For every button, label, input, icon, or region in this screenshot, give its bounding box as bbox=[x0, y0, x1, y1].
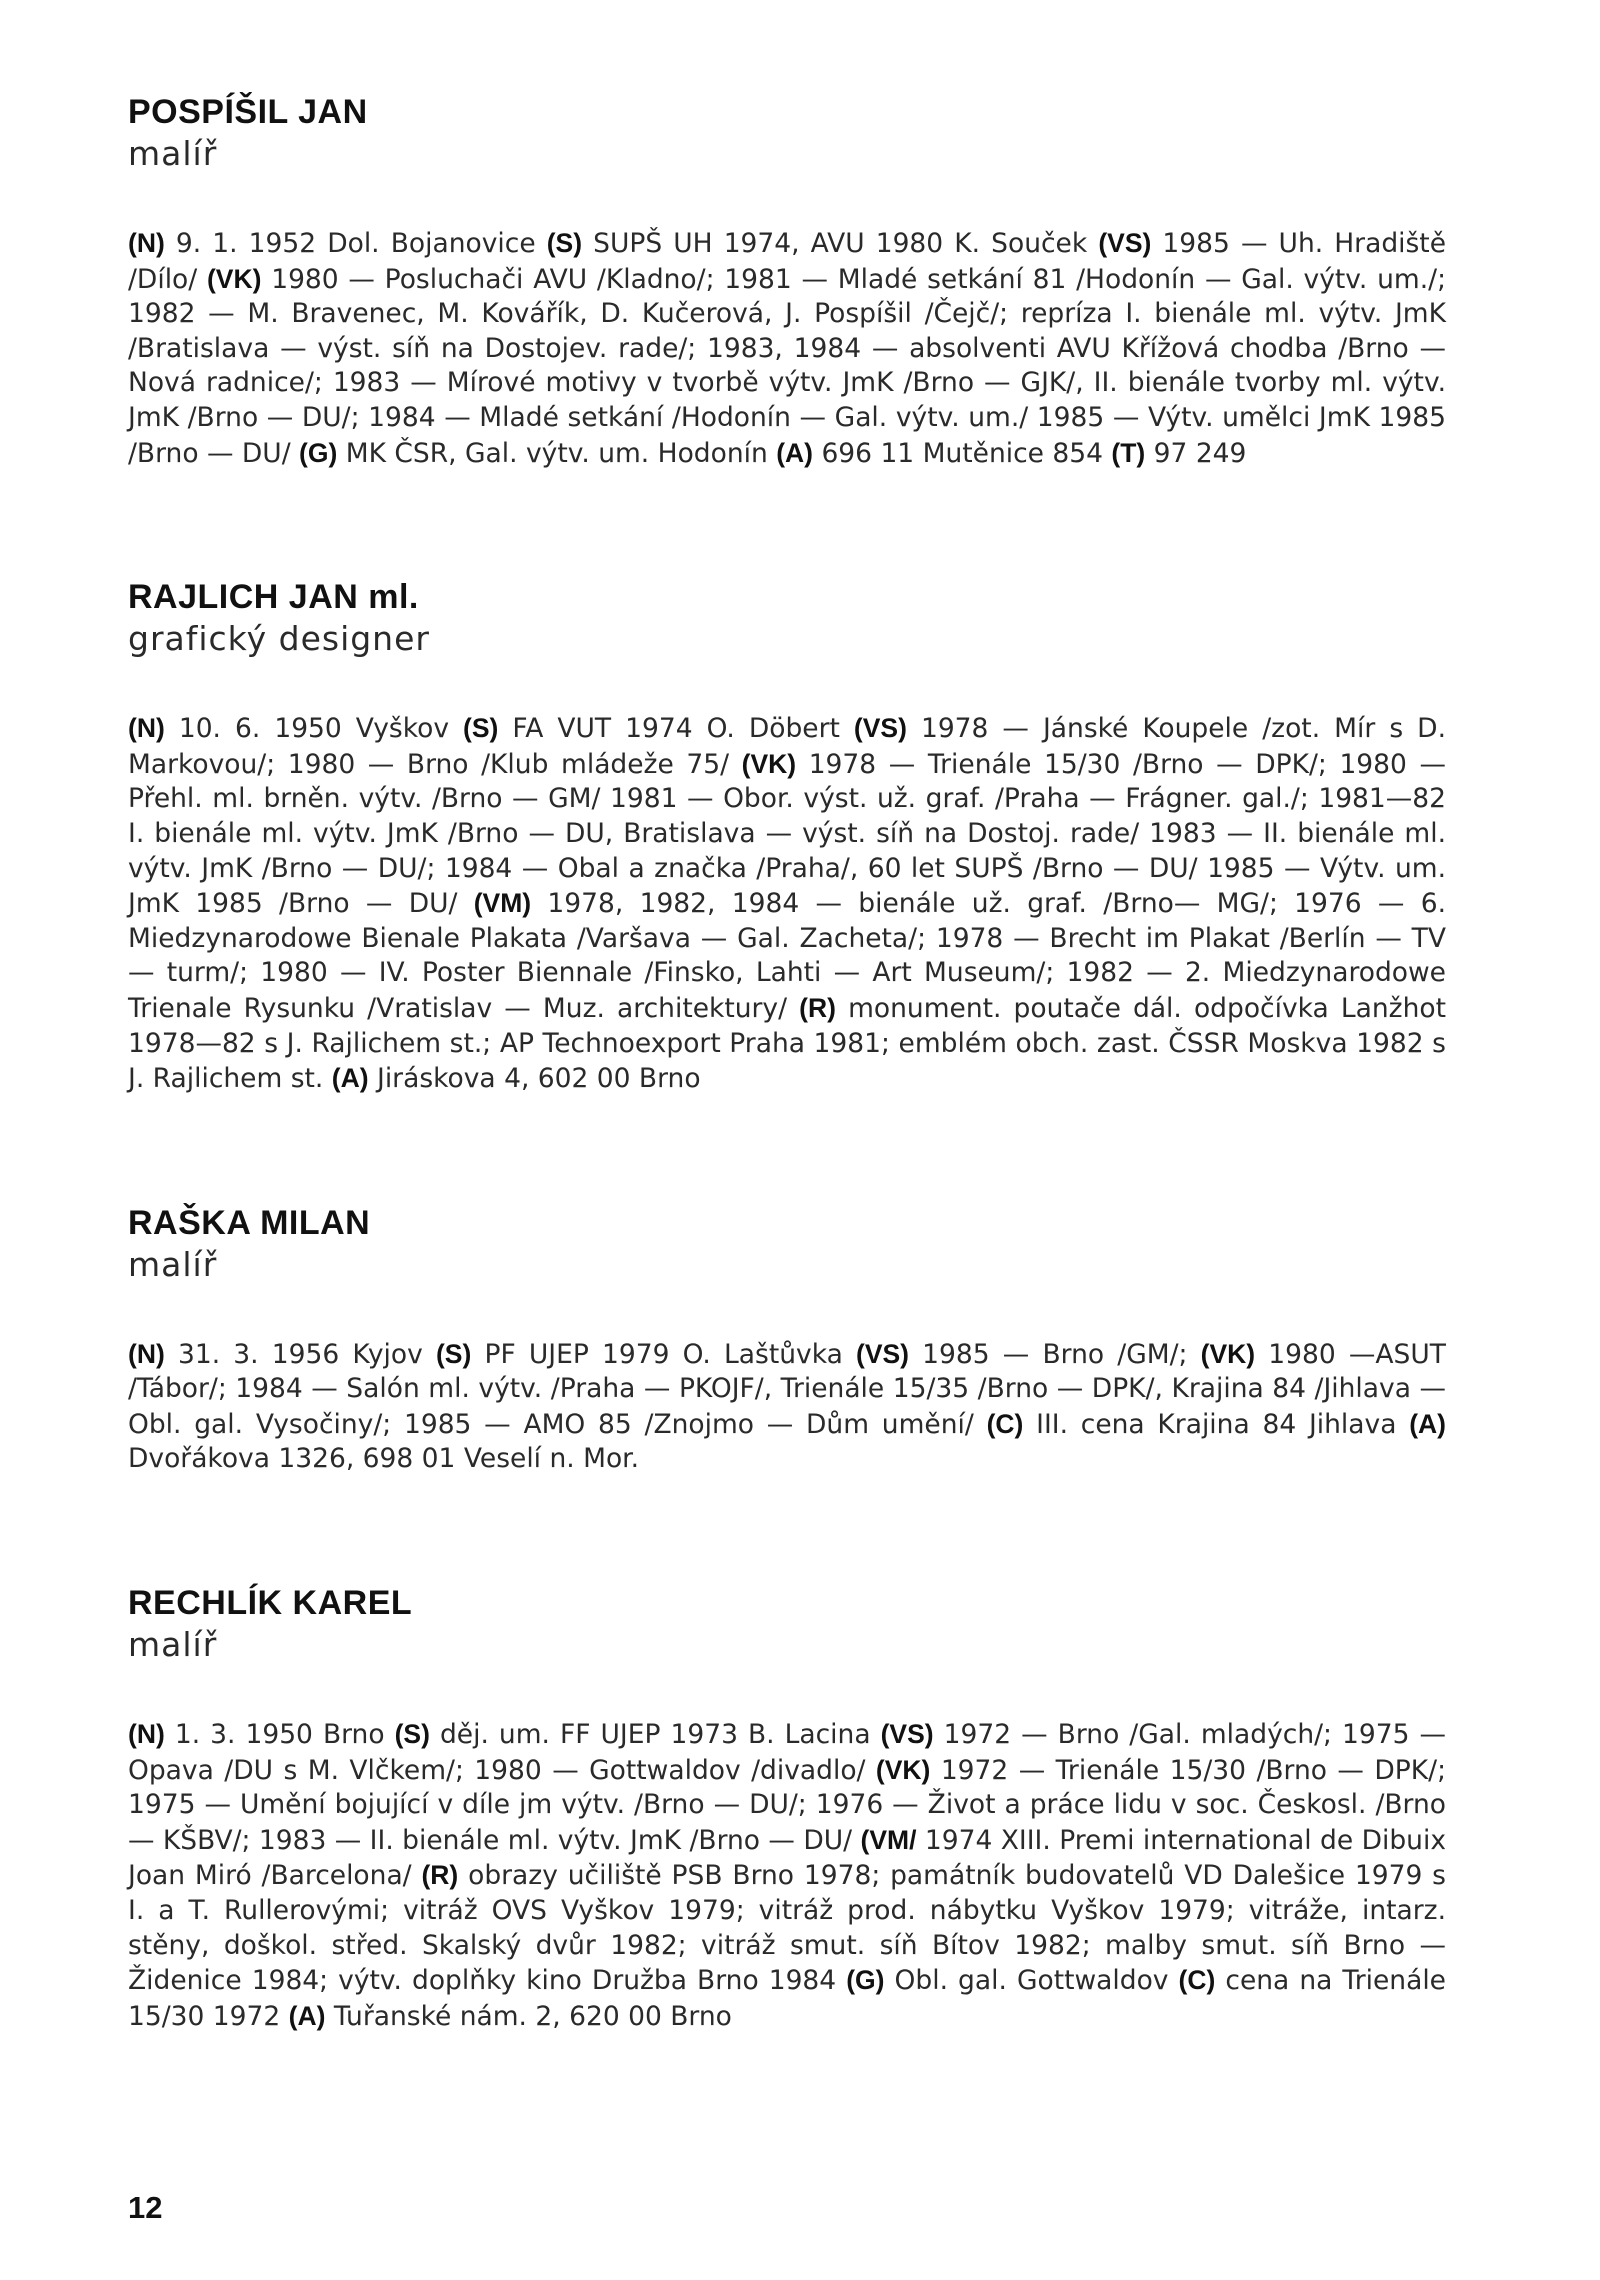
field-tag: (T) bbox=[1111, 437, 1146, 468]
field-tag: (N) bbox=[128, 1719, 165, 1750]
field-tag: (VK) bbox=[206, 263, 262, 294]
entry-profession: malíř bbox=[128, 134, 218, 173]
field-text: Jiráskova 4, 602 00 Brno bbox=[368, 1063, 701, 1095]
field-tag: (S) bbox=[546, 228, 583, 258]
entry-raska bbox=[128, 1203, 1446, 1477]
field-text: MK ČSR, Gal. výtv. um. Hodonín bbox=[337, 437, 777, 469]
field-text: Obl. gal. Gottwaldov bbox=[884, 1965, 1179, 1997]
field-text: III. cena Krajina 84 Jihlava bbox=[1023, 1408, 1410, 1440]
entry-name: POSPÍŠIL JAN bbox=[128, 93, 368, 131]
field-tag: (VS) bbox=[856, 1338, 909, 1369]
entry-rechlik bbox=[128, 1583, 1446, 2034]
field-text: SUPŠ UH 1974, AVU 1980 K. Souček bbox=[582, 228, 1099, 259]
field-tag: (C) bbox=[1178, 1965, 1216, 1996]
field-text: 1985 — Brno /GM/; bbox=[909, 1338, 1201, 1370]
field-tag: (VS) bbox=[880, 1719, 934, 1750]
field-tag: (R) bbox=[799, 992, 836, 1023]
field-text: 1980 —ASUT /Tábor/; 1984 — Salón ml. výtv. /Praha — PKOJF/, Trienále 15/35 /Brno — DPK/, Krajina 84 /Jihlava — Obl. gal. Vysočiny/; 1985 — AMO 85 /Znojmo — Dům umění/ bbox=[128, 1338, 1446, 1440]
field-tag: (VK) bbox=[1200, 1338, 1256, 1369]
field-text: obrazy učiliště PSB Brno 1978; památník budovatelů VD Dalešice 1979 s I. a T. Rullerovými; vitráž OVS Vyškov 1979; vitráž prod. nábytku Vyškov 1979; vitráže, intarz. stěny, doškol. střed. Skalský dvůr 1982; vitráž smut. síň Bítov 1982; malby smut. síň Brno — Židenice 1984; výtv. doplňky kino Družba Brno 1984 bbox=[128, 1860, 1446, 1997]
field-text: Tuřanské nám. 2, 620 00 Brno bbox=[325, 2000, 732, 2032]
field-tag: (N) bbox=[128, 713, 165, 744]
field-tag: (VS) bbox=[1098, 228, 1152, 258]
field-tag: (R) bbox=[421, 1860, 459, 1891]
field-text: 1972 — Brno /Gal. mladých/; 1975 — Opava /DU s M. Vlčkem/; 1980 — Gottwaldov /divadlo/ bbox=[128, 1719, 1446, 1786]
field-tag: (A) bbox=[1409, 1408, 1446, 1439]
entry-text bbox=[128, 1337, 1446, 1477]
field-tag: (C) bbox=[986, 1408, 1024, 1439]
field-text: FA VUT 1974 O. Döbert bbox=[498, 713, 854, 745]
field-tag: (VM) bbox=[473, 888, 532, 919]
field-tag: (A) bbox=[288, 2000, 326, 2031]
field-tag: (VK) bbox=[875, 1754, 931, 1785]
entry-profession: grafický designer bbox=[128, 619, 430, 659]
field-tag: (N) bbox=[128, 228, 165, 258]
field-text: 1972 — Trienále 15/30 /Brno — DPK/; 1975 — Umění bojující v díle jm výtv. /Brno — DU/; 1976 — Život a práce lidu v soc. Českosl. /Brno — KŠBV/; 1983 — II. bienále ml. výtv. JmK /Brno — DU/ bbox=[128, 1754, 1446, 1856]
field-text: cena na Trienále 15/30 1972 bbox=[128, 1965, 1446, 2032]
field-text: PF UJEP 1979 O. Laštůvka bbox=[471, 1338, 856, 1370]
entry-profession: malíř bbox=[128, 1244, 218, 1284]
entry-name: RAJLICH JAN ml. bbox=[128, 578, 419, 617]
entry-name: RECHLÍK KAREL bbox=[128, 1584, 413, 1623]
field-tag: (VS) bbox=[853, 713, 907, 744]
entry-pospisil bbox=[128, 92, 1446, 471]
field-tag: (A) bbox=[776, 437, 814, 468]
field-text: 1. 3. 1950 Brno bbox=[164, 1719, 395, 1751]
entry-name: RAŠKA MILAN bbox=[128, 1203, 371, 1242]
field-text: 9. 1. 1952 Dol. Bojanovice bbox=[164, 228, 547, 259]
document-page bbox=[128, 92, 1446, 2034]
field-text: monument. poutače dál. odpočívka Lanžhot 1978—82 s J. Rajlichem st.; AP Technoexport Praha 1981; emblém obch. zast. ČSSR Moskva 1982 s J. Rajlichem st. bbox=[128, 992, 1446, 1095]
field-tag: (S) bbox=[463, 713, 499, 744]
field-tag: (VM/ bbox=[860, 1824, 917, 1855]
field-tag: (S) bbox=[394, 1719, 430, 1750]
page-number: 12 bbox=[128, 2190, 163, 2225]
field-text: 1978, 1982, 1984 — bienále už. graf. /Brno— MG/; 1976 — 6. Miedzynarodowe Bienale Plakata /Varšava — Gal. Zacheta/; 1978 — Brecht im Plakat /Berlín — TV — turm/; 1980 — IV. Poster Biennale /Finsko, Lahti — Art Museum/; 1982 — 2. Miedzynarodowe Trienale Rysunku /Vratislav — Muz. architektury/ bbox=[128, 888, 1446, 1024]
entry-text bbox=[128, 1717, 1446, 2034]
field-tag: (G) bbox=[846, 1965, 885, 1996]
field-text: 10. 6. 1950 Vyškov bbox=[164, 713, 464, 745]
entry-text bbox=[128, 711, 1446, 1097]
field-tag: (A) bbox=[331, 1063, 369, 1094]
field-tag: (G) bbox=[299, 437, 338, 468]
field-text: Dvořákova 1326, 698 01 Veselí n. Mor. bbox=[128, 1443, 640, 1475]
field-text: 31. 3. 1956 Kyjov bbox=[164, 1338, 436, 1370]
field-text: 1980 — Posluchači AVU /Kladno/; 1981 — Mladé setkání 81 /Hodonín — Gal. výtv. um./; 1982 — M. Bravenec, M. Kovářík, D. Kučerová, J. Pospíšil /Čejč/; repríza I. bienále ml. výtv. JmK /Bratislava — výst. síň na Dostojev. rade/; 1983, 1984 — absolventi AVU Křížová chodba /Brno — Nová radnice/; 1983 — Mírové motivy v tvorbě výtv. JmK /Brno — GJK/, II. bienále tvorby ml. výtv. JmK /Brno — DU/; 1984 — Mladé setkání /Hodonín — Gal. výtv. um./ 1985 — Výtv. umělci JmK 1985 /Brno — DU/ bbox=[128, 263, 1446, 469]
field-tag: (N) bbox=[128, 1338, 165, 1369]
field-text: 1974 XIII. Premi international de Dibuix Joan Miró /Barcelona/ bbox=[128, 1824, 1447, 1892]
entry-rajlich bbox=[128, 577, 1446, 1097]
field-text: 1985 — Uh. Hradiště /Dílo/ bbox=[128, 228, 1447, 295]
field-text: 97 249 bbox=[1145, 437, 1247, 469]
field-text: 1978 — Trienále 15/30 /Brno — DPK/; 1980 — Přehl. ml. brněn. výtv. /Brno — GM/ 1981 — Obor. výst. už. graf. /Praha — Frágner. gal./; 1981—82 I. bienále ml. výtv. JmK /Brno — DU, Bratislava — výst. síň na Dostoj. rade/ 1983 — II. bienále ml. výtv. JmK /Brno — DU/; 1984 — Obal a značka /Praha/, 60 let SUPŠ /Brno — DU/ 1985 — Výtv. um. JmK 1985 /Brno — DU/ bbox=[128, 748, 1446, 920]
entry-profession: malíř bbox=[128, 1625, 218, 1665]
field-text: 1978 — Jánské Koupele /zot. Mír s D. Markovou/; 1980 — Brno /Klub mládeže 75/ bbox=[128, 713, 1446, 780]
field-tag: (S) bbox=[435, 1338, 472, 1369]
field-text: děj. um. FF UJEP 1973 B. Lacina bbox=[429, 1719, 881, 1751]
field-tag: (VK) bbox=[741, 748, 797, 779]
entry-text bbox=[128, 226, 1446, 471]
field-text: 696 11 Mutěnice 854 bbox=[813, 437, 1112, 469]
